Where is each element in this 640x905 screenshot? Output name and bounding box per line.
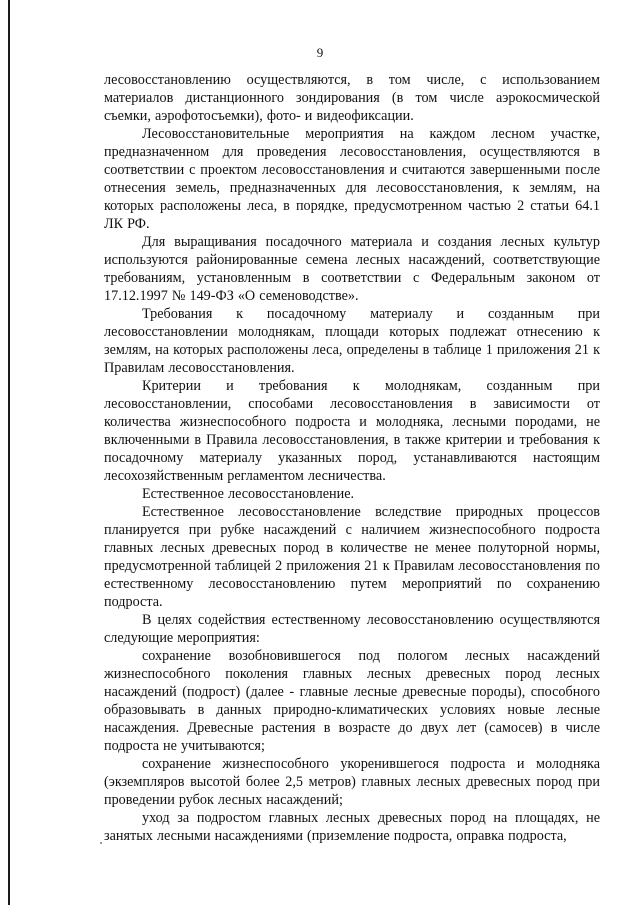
paragraph: Для выращивания посадочного материала и создания лесных культур используются районированные семена лесных насаждений, соответствующие требованиям, установленным в соответствии с Федеральным законом от 17.12.1997 № 149-ФЗ «О семеноводстве». xyxy=(104,234,600,304)
paragraph: лесовосстановлению осуществляются, в том числе, с использованием материалов дистанционного зондирования (в том числе аэрокосмической съемки, аэрофотосъемки), фото- и видеофиксации. xyxy=(104,72,600,124)
paragraph: Требования к посадочному материалу и созданным при лесовосстановлении молоднякам, площади которых подлежат отнесению к землям, на которых расположены леса, определены в таблице 1 приложения 21 к Правилам лесовосстановления. xyxy=(104,306,600,376)
paragraph: Критерии и требования к молоднякам, созданным при лесовосстановлении, способами лесовосстановления в зависимости от количества жизнеспособного подроста и молодняка, лесными породами, не включенными в Правила лесовосстановления, в также критерии и требования к посадочному материалу указанных пород, устанавливаются настоящим лесохозяйственным регламентом лесничества. xyxy=(104,378,600,484)
paragraph: Лесовосстановительные мероприятия на каждом лесном участке, предназначенном для проведения лесовосстановления, осуществляются в соответствии с проектом лесовосстановления и считаются завершенными после отнесения земель, предназначенных для лесовосстановления, к землям, на которых расположены леса, в порядке, предусмотренном частью 2 статьи 64.1 ЛК РФ. xyxy=(104,126,600,232)
paragraph: Естественное лесовосстановление вследствие природных процессов планируется при рубке насаждений с наличием жизнеспособного подроста главных лесных древесных пород в количестве не менее полуторной нормы, предусмотренной таблицей 2 приложения 21 к Правилам лесовосстановления по естественному лесовосстановлению путем мероприятий по сохранению подроста. xyxy=(104,504,600,610)
paragraph: В целях содействия естественному лесовосстановлению осуществляются следующие мероприятия: xyxy=(104,612,600,646)
list-item: сохранение возобновившегося под пологом лесных насаждений жизнеспособного поколения главных лесных древесных пород лесных насаждений (подрост) (далее - главные лесные древесные породы), способного образовывать в данных природно-климатических условиях новые лесные насаждения. Древесные растения в возрасте до двух лет (самосев) в числе подроста не учитываются; xyxy=(104,648,600,754)
section-heading: Естественное лесовосстановление. xyxy=(142,486,355,502)
page-number: 9 xyxy=(316,45,324,60)
scan-margin-line xyxy=(8,0,10,905)
list-item: уход за подростом главных лесных древесных пород на площадях, не занятых лесными насаждениями (приземление подроста, оправка подроста, xyxy=(104,810,600,844)
document-body xyxy=(104,71,600,845)
scan-speck xyxy=(100,842,102,844)
list-item: сохранение жизнеспособного укоренившегося подроста и молодняка (экземпляров высотой более 2,5 метров) главных лесных древесных пород при проведении рубок лесных насаждений; xyxy=(104,756,600,808)
